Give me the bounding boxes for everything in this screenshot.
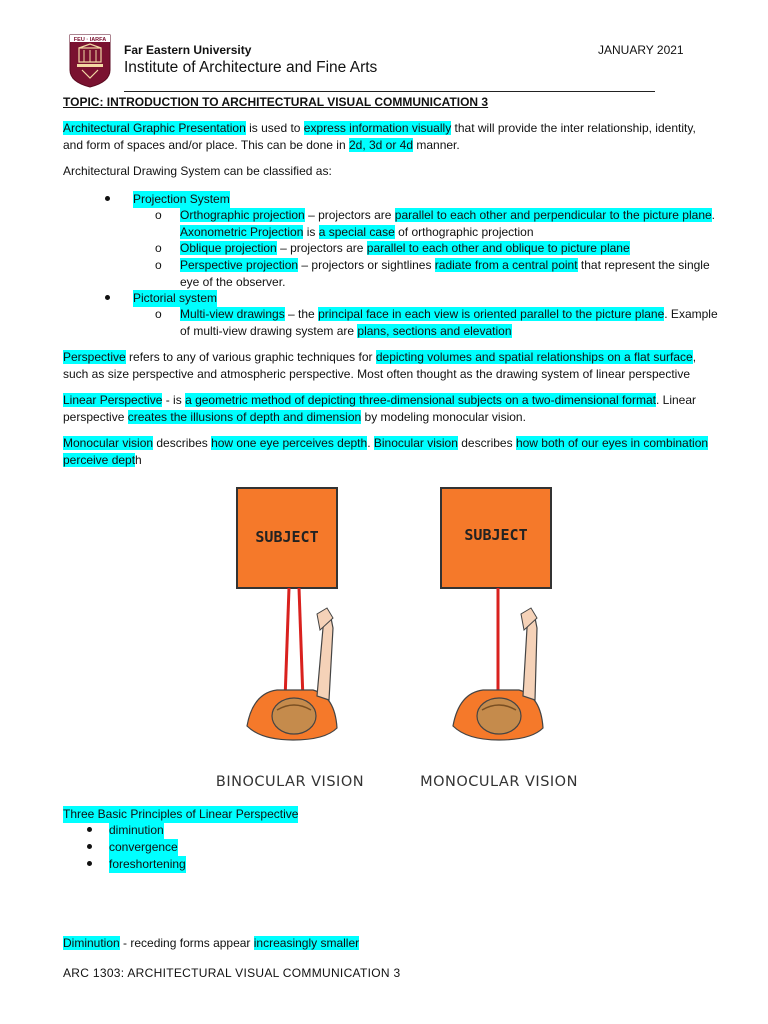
circle-bullet-icon: o bbox=[155, 208, 162, 222]
bullet-icon bbox=[87, 861, 92, 866]
term: Multi-view drawings bbox=[180, 307, 285, 321]
text: , such as size perspective and atmospheric perspective. Most often thought as the drawing system of linear perspective bbox=[63, 350, 697, 381]
term: Perspective bbox=[63, 350, 126, 364]
text: - is bbox=[162, 393, 186, 407]
highlight: creates the illusions of depth and dimension bbox=[127, 409, 362, 424]
list-item bbox=[155, 240, 715, 257]
bullet-icon bbox=[87, 844, 92, 849]
highlight: a geometric method of depicting three-dimensional subjects on a two-dimensional format bbox=[185, 393, 656, 407]
circle-bullet-icon: o bbox=[155, 258, 162, 272]
text: is bbox=[303, 224, 319, 239]
document-date: JANUARY 2021 bbox=[598, 43, 684, 57]
term: Diminution bbox=[63, 936, 120, 950]
text: - receding forms appear bbox=[119, 936, 254, 950]
logo-lettering: FEU · IARFA bbox=[73, 37, 107, 43]
highlight: a special case bbox=[318, 224, 395, 239]
text: – the bbox=[284, 307, 319, 321]
term: Monocular vision bbox=[63, 436, 154, 450]
text: of orthographic projection bbox=[394, 224, 534, 239]
sightline bbox=[299, 588, 303, 700]
principles-heading: Three Basic Principles of Linear Perspective bbox=[63, 807, 299, 821]
header-rule bbox=[124, 91, 655, 92]
list-item-label: diminution bbox=[109, 823, 164, 837]
perspective-paragraph bbox=[63, 349, 723, 382]
sightline bbox=[285, 588, 289, 700]
highlight: increasingly smaller bbox=[253, 936, 360, 950]
list-item-label: Pictorial system bbox=[133, 291, 218, 305]
highlight: depicting volumes and spatial relationships on a flat surface bbox=[375, 350, 693, 364]
text: . bbox=[711, 208, 716, 222]
subject-label: SUBJECT bbox=[464, 526, 528, 544]
text: describes bbox=[457, 436, 516, 450]
list-item bbox=[155, 306, 718, 340]
vision-illustration bbox=[205, 478, 585, 803]
binocular-diagram bbox=[216, 488, 364, 790]
university-name: Far Eastern University bbox=[124, 43, 252, 57]
text: describes bbox=[153, 436, 212, 450]
page-footer: ARC 1303: ARCHITECTURAL VISUAL COMMUNICATION 3 bbox=[63, 966, 401, 980]
vision-paragraph bbox=[63, 435, 723, 468]
circle-bullet-icon: o bbox=[155, 307, 162, 321]
text: manner. bbox=[413, 137, 460, 152]
text: refers to any of various graphic techniques for bbox=[125, 350, 376, 364]
list-item-label: convergence bbox=[109, 840, 178, 854]
highlight: how both of our eyes in combination perceive dept bbox=[63, 436, 709, 467]
text: – projectors or sightlines bbox=[298, 258, 435, 272]
subject-label: SUBJECT bbox=[255, 528, 319, 546]
text: – projectors are bbox=[276, 241, 367, 255]
term: Oblique projection bbox=[180, 241, 277, 255]
linear-perspective-paragraph bbox=[63, 392, 723, 425]
classification-intro: Architectural Drawing System can be classified as: bbox=[63, 164, 332, 178]
highlight: 2d, 3d or 4d bbox=[348, 137, 414, 152]
intro-paragraph bbox=[63, 120, 713, 153]
highlight: radiate from a central point bbox=[434, 258, 578, 272]
diminution-paragraph bbox=[63, 935, 359, 952]
topic-heading: TOPIC: INTRODUCTION TO ARCHITECTURAL VISUAL COMMUNICATION 3 bbox=[63, 95, 489, 109]
term: Architectural Graphic Presentation bbox=[63, 121, 246, 135]
figure-caption: MONOCULAR VISION bbox=[420, 774, 578, 790]
term: Binocular vision bbox=[373, 436, 458, 450]
text: that will provide the inter relationship, identity, and form of spaces and/or place. This can be done in bbox=[63, 121, 696, 152]
text: by modeling monocular vision. bbox=[361, 409, 526, 424]
institute-name: Institute of Architecture and Fine Arts bbox=[124, 59, 378, 76]
term: Perspective projection bbox=[180, 258, 299, 272]
highlight: principal face in each view is oriented parallel to the picture plane bbox=[318, 307, 665, 321]
text: that represent the single eye of the observer. bbox=[180, 258, 710, 289]
text: h bbox=[135, 452, 142, 467]
text: . Example of multi-view drawing system are bbox=[180, 307, 718, 338]
term: Axonometric Projection bbox=[180, 224, 304, 239]
list-item-label: foreshortening bbox=[109, 857, 186, 871]
highlight: parallel to each other and oblique to picture plane bbox=[366, 241, 630, 255]
list-item bbox=[155, 257, 715, 291]
list-item bbox=[155, 207, 715, 241]
bullet-icon bbox=[87, 827, 92, 832]
text: – projectors are bbox=[304, 208, 395, 222]
text: . Linear perspective bbox=[63, 393, 697, 424]
term: Linear Perspective bbox=[63, 393, 163, 407]
highlight: express information visually bbox=[303, 121, 452, 135]
bullet-icon bbox=[105, 196, 110, 201]
university-logo bbox=[69, 34, 111, 88]
text: . bbox=[367, 436, 374, 450]
highlight: plans, sections and elevation bbox=[357, 323, 512, 338]
circle-bullet-icon: o bbox=[155, 241, 162, 255]
figure-caption: BINOCULAR VISION bbox=[215, 774, 365, 790]
text: is used to bbox=[245, 121, 304, 135]
observer-figure bbox=[247, 608, 337, 740]
term: Orthographic projection bbox=[180, 208, 305, 222]
list-item-label: Projection System bbox=[133, 192, 230, 206]
highlight: how one eye perceives depth bbox=[211, 436, 368, 450]
highlight: parallel to each other and perpendicular to the picture plane bbox=[394, 208, 712, 222]
bullet-icon bbox=[105, 295, 110, 300]
monocular-diagram bbox=[420, 488, 578, 790]
